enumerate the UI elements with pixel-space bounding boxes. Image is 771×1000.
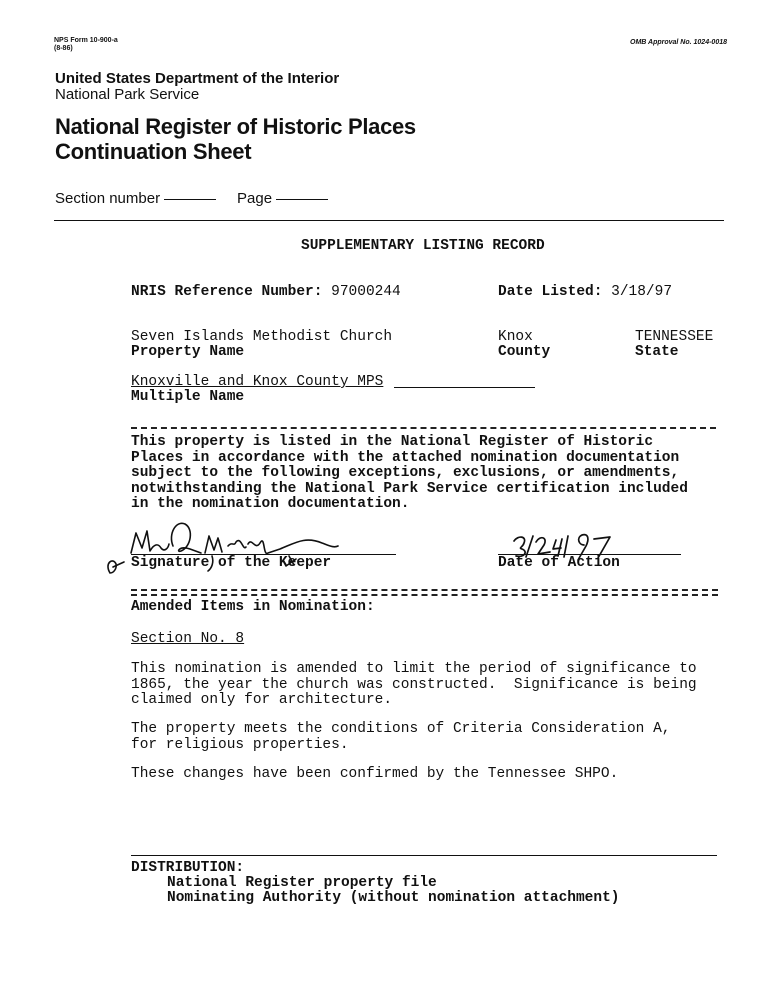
agency-name: National Park Service: [55, 86, 200, 103]
state-label: State: [635, 344, 679, 360]
section-number-field: Section number: [55, 190, 220, 207]
double-dashed-divider: [131, 589, 718, 596]
department-name: United States Department of the Interior: [55, 70, 340, 87]
multiple-name-label: Multiple Name: [131, 389, 245, 405]
keeper-signature-label: Signature of the Keeper: [131, 555, 332, 571]
multiple-name-value: Knoxville and Knox County MPS: [131, 374, 384, 390]
page-subtitle: Continuation Sheet: [55, 139, 252, 164]
distribution-heading: DISTRIBUTION:: [131, 860, 245, 876]
property-name-value: Seven Islands Methodist Church: [131, 329, 393, 345]
state-value: TENNESSEE: [635, 329, 714, 345]
county-label: County: [498, 344, 551, 360]
amendment-paragraph-1: This nomination is amended to limit the period of significance to 1865, the year the church was constructed. Significance is being claimed only for architecture.: [131, 661, 697, 708]
amendment-paragraph-3: These changes have been confirmed by the Tennessee SHPO.: [131, 766, 619, 782]
amendment-paragraph-2: The property meets the conditions of Criteria Consideration A, for religious properties.: [131, 721, 671, 753]
date-listed: Date Listed: 3/18/97: [498, 284, 673, 300]
nris-reference: NRIS Reference Number: 97000244: [131, 284, 401, 300]
section-number: Section No. 8: [131, 631, 245, 647]
distribution-rule: [131, 855, 717, 856]
listing-statement: This property is listed in the National Register of Historic Places in accordance with the attached nomination documentation subject to the following exceptions, exclusions, or amendments, notwithstanding the National Park Service certification included in the nomination documentation.: [131, 434, 688, 512]
distribution-item: Nominating Authority (without nomination attachment): [167, 890, 620, 906]
page-number-field: Page: [237, 190, 332, 207]
record-heading: SUPPLEMENTARY LISTING RECORD: [301, 238, 545, 254]
distribution-item: National Register property file: [167, 875, 437, 891]
amended-items-heading: Amended Items in Nomination:: [131, 599, 375, 615]
property-name-label: Property Name: [131, 344, 245, 360]
omb-approval: OMB Approval No. 1024-0018: [630, 39, 727, 46]
page-title: National Register of Historic Places: [55, 114, 416, 139]
county-value: Knox: [498, 329, 533, 345]
date-of-action-label: Date of Action: [498, 555, 620, 571]
form-number: NPS Form 10-900-a (8-86): [54, 37, 118, 52]
